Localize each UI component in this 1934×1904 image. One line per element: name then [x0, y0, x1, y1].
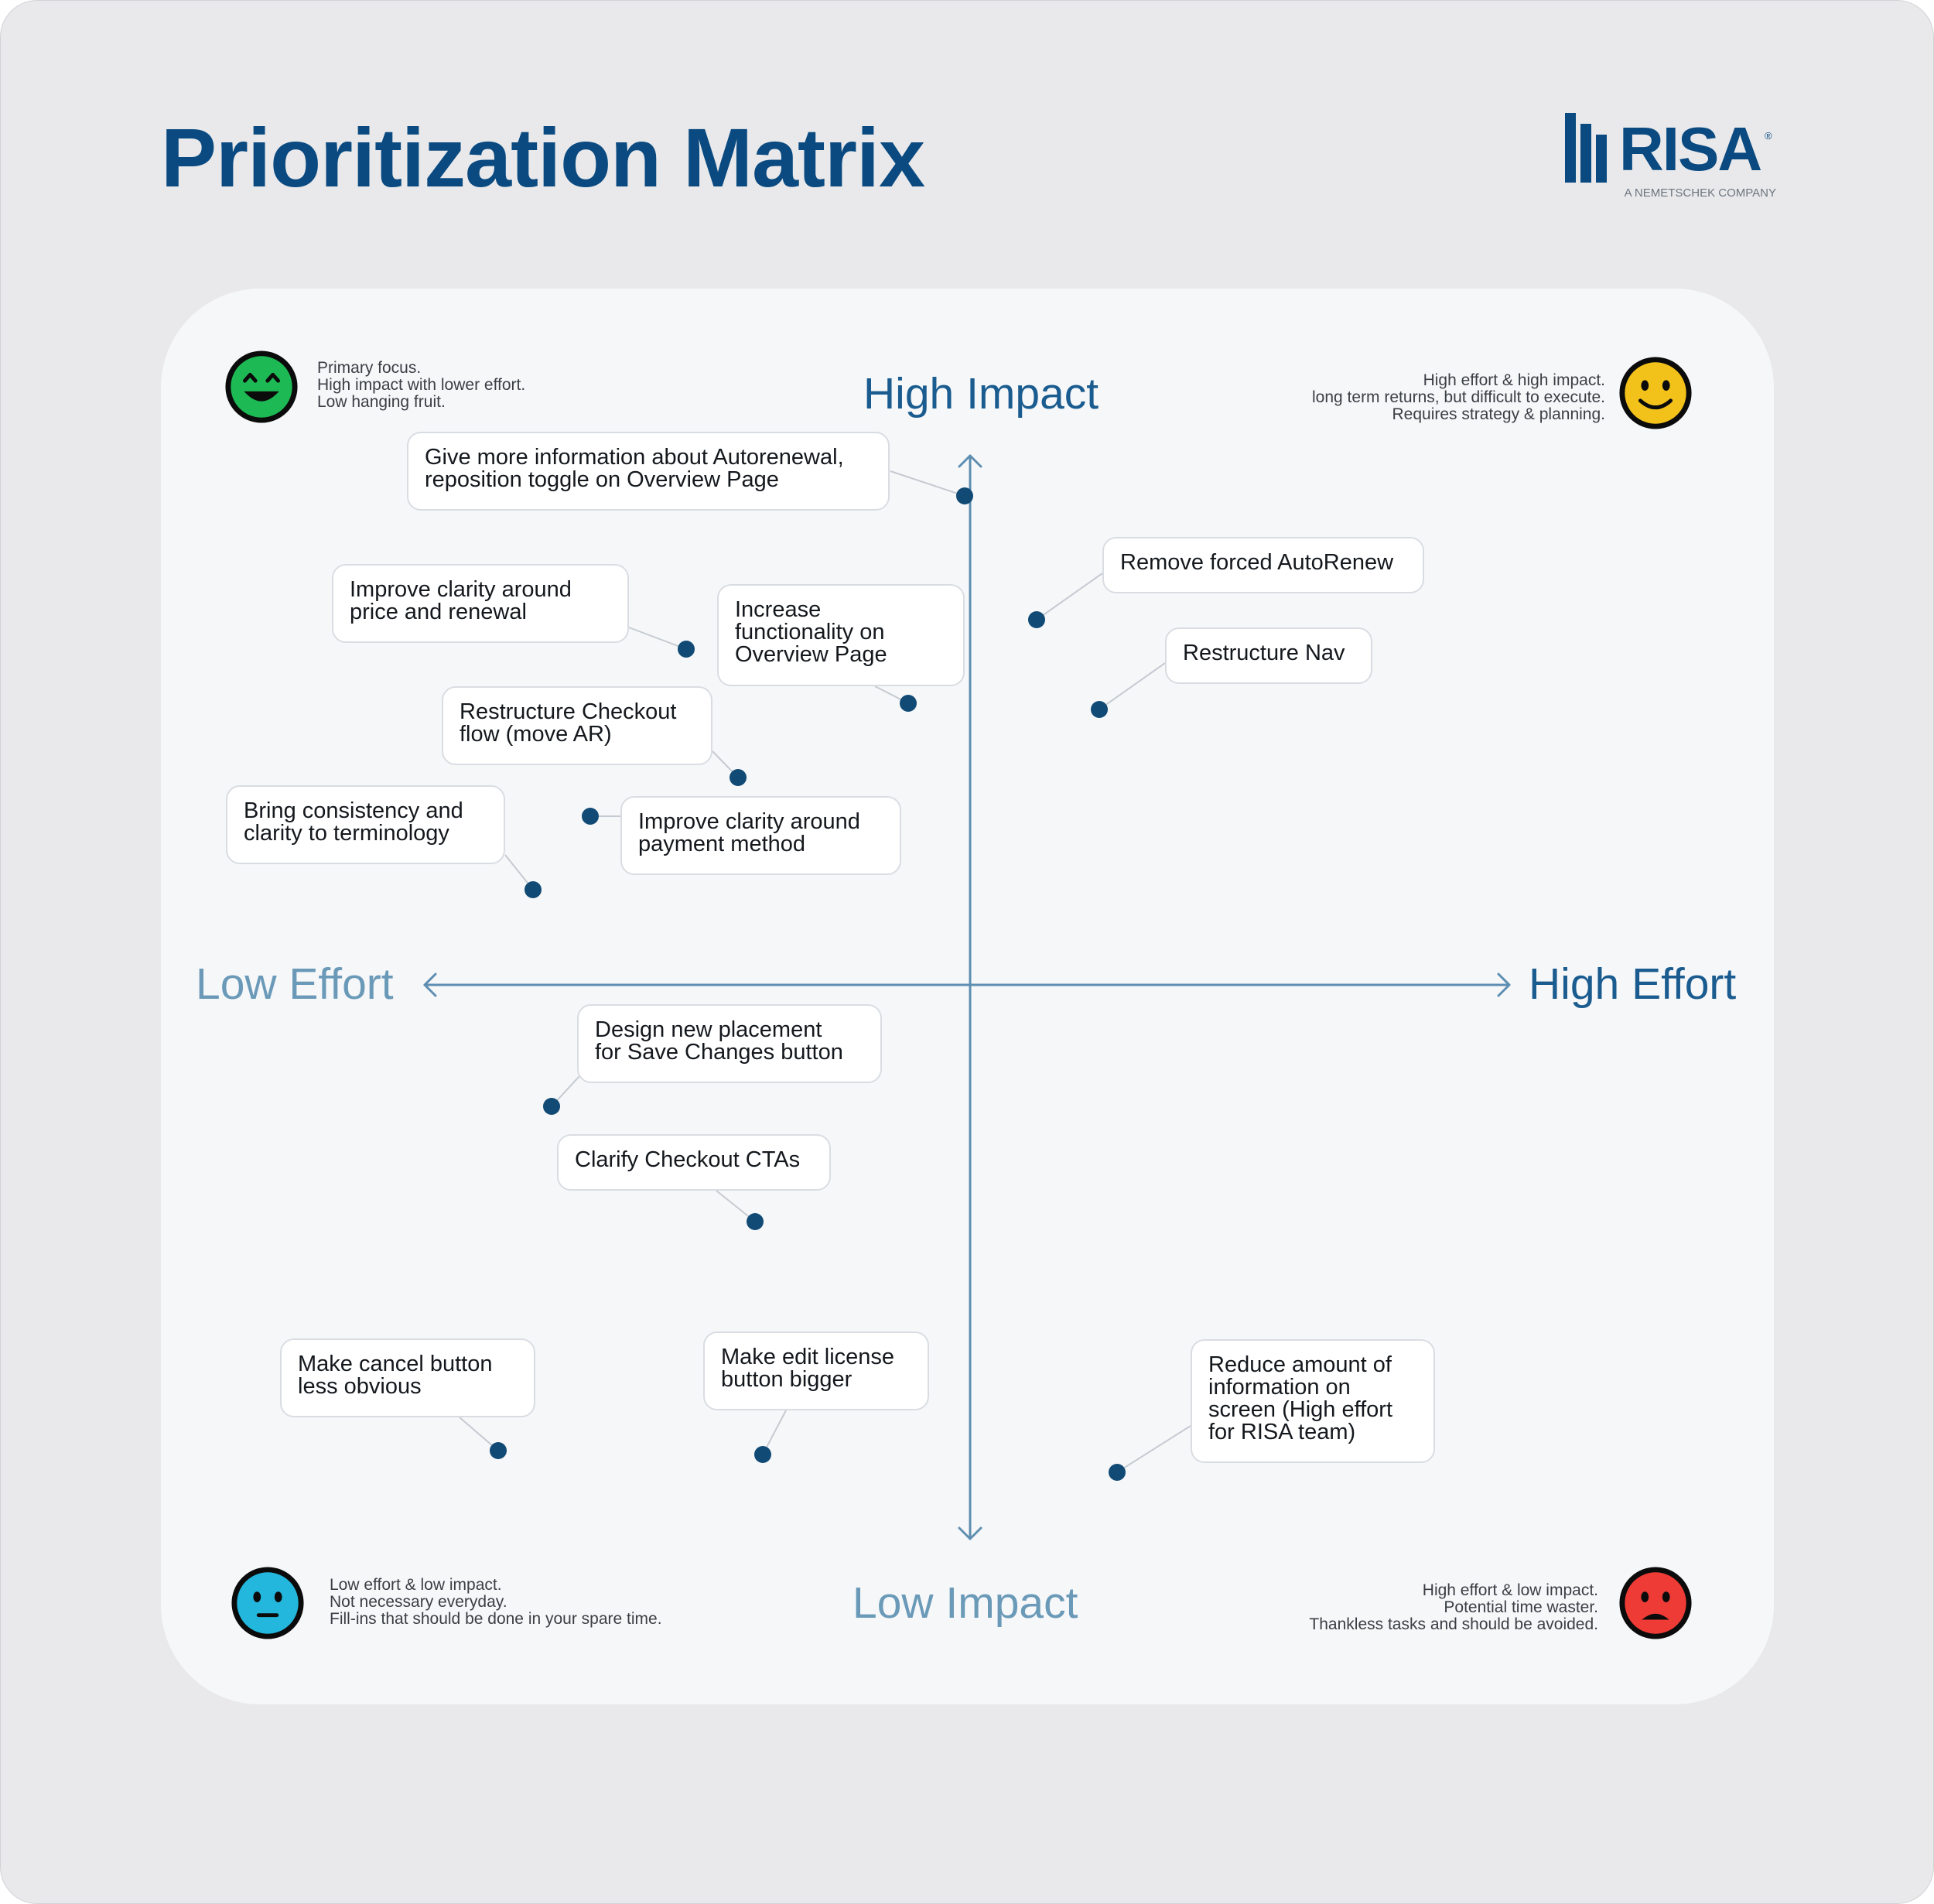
item-dot: [1109, 1464, 1126, 1481]
item-dot: [754, 1446, 771, 1463]
item-card[interactable]: Restructure Nav: [1165, 627, 1372, 684]
quadrant-note-top-left: Primary focus. High impact with lower effort. Low hanging fruit.: [317, 359, 526, 411]
smiling-yellow-face-icon: [1618, 355, 1693, 431]
item-card[interactable]: Reduce amount of information on screen (High effort for RISA team): [1191, 1339, 1435, 1463]
axis-label-high-effort: High Effort: [1529, 959, 1737, 1009]
item-card[interactable]: Increase functionality on Overview Page: [717, 584, 965, 686]
item-card[interactable]: Bring consistency and clarity to terminology: [226, 785, 505, 864]
item-dot: [543, 1098, 560, 1115]
item-dot: [1091, 701, 1108, 718]
item-dot: [490, 1442, 507, 1459]
item-card[interactable]: Restructure Checkout flow (move AR): [442, 686, 712, 765]
connector-line: [1099, 663, 1165, 709]
item-dot: [900, 695, 917, 712]
item-dot: [730, 769, 747, 786]
quadrant-note-top-right: High effort & high impact. long term returns, but difficult to execute. Requires strategy & planning.: [1312, 371, 1605, 423]
quadrant-note-bottom-right: High effort & low impact. Potential time waster. Thankless tasks and should be avoided.: [1309, 1581, 1598, 1633]
axis-label-high-impact: High Impact: [863, 369, 1099, 419]
horizontal-axis: [425, 974, 1509, 996]
axis-label-low-impact: Low Impact: [853, 1578, 1078, 1628]
item-card[interactable]: Design new placement for Save Changes button: [577, 1004, 882, 1083]
item-card[interactable]: Make cancel button less obvious: [280, 1338, 535, 1417]
item-dot: [956, 487, 973, 504]
item-card[interactable]: Make edit license button bigger: [703, 1331, 929, 1410]
item-dot: [1028, 611, 1045, 628]
connector-line: [1037, 573, 1102, 620]
logo-registered-mark: ®: [1765, 130, 1772, 142]
item-dot: [525, 881, 542, 898]
item-dot: [582, 808, 599, 825]
logo-wordmark: RISA: [1619, 115, 1761, 183]
neutral-blue-face-icon: [230, 1565, 306, 1641]
item-card[interactable]: Remove forced AutoRenew: [1102, 537, 1424, 593]
item-card[interactable]: Clarify Checkout CTAs: [557, 1134, 831, 1191]
connector-line: [629, 627, 686, 649]
page-title: Prioritization Matrix: [161, 111, 925, 204]
item-card[interactable]: Give more information about Autorenewal, reposition toggle on Overview Page: [407, 432, 890, 511]
item-dot: [678, 641, 695, 658]
connector-line: [890, 471, 965, 496]
sad-red-face-icon: [1618, 1565, 1693, 1641]
happy-green-face-icon: [224, 349, 299, 425]
logo-subtitle: A NEMETSCHEK COMPANY: [1624, 186, 1776, 200]
axis-label-low-effort: Low Effort: [196, 959, 394, 1009]
quadrant-note-bottom-left: Low effort & low impact. Not necessary everyday. Fill-ins that should be done in your spare time.: [330, 1576, 662, 1628]
item-card[interactable]: Improve clarity around price and renewal: [332, 564, 629, 643]
item-dot: [747, 1213, 764, 1230]
item-card[interactable]: Improve clarity around payment method: [620, 796, 901, 875]
connector-line: [1117, 1426, 1191, 1472]
